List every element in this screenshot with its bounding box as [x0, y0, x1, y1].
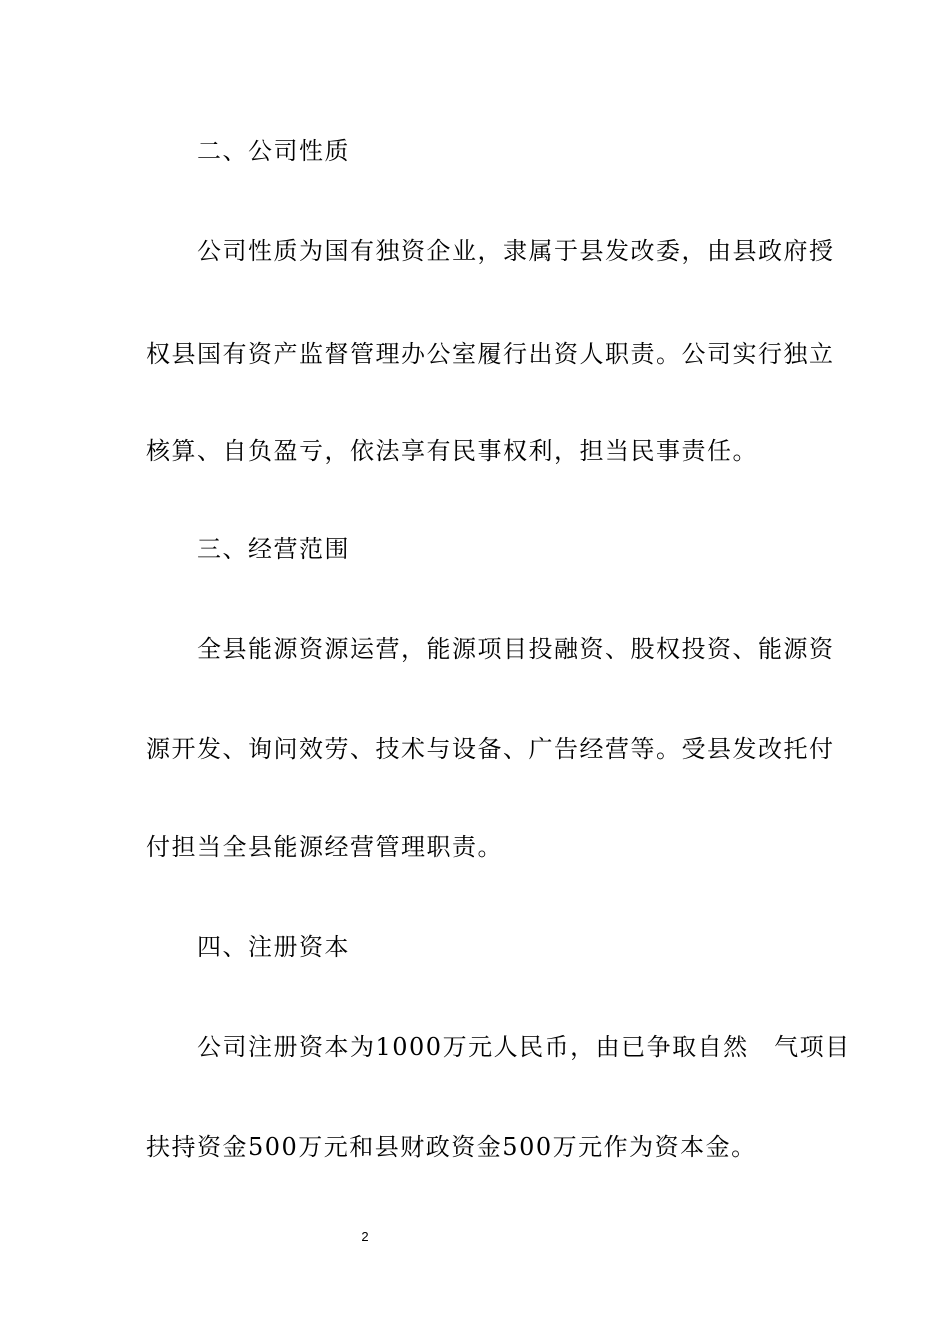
paragraph-line: 扶持资金500万元和县财政资金500万元作为资本金。 [146, 1133, 757, 1161]
page-number: 2 [361, 1229, 369, 1244]
paragraph-line: 公司性质为国有独资企业，隶属于县发改委，由县政府授 [146, 237, 835, 265]
paragraph-line: 付担当全县能源经营管理职责。 [146, 833, 503, 861]
paragraph-line: 公司注册资本为1000万元人民币，由已争取自然 气项目 [146, 1033, 851, 1061]
section-heading-registered-capital: 四、注册资本 [146, 933, 350, 961]
paragraph-line: 全县能源资源运营，能源项目投融资、股权投资、能源资 [146, 635, 835, 663]
section-heading-business-scope: 三、经营范围 [146, 535, 350, 563]
paragraph-line: 核算、自负盈亏，依法享有民事权利，担当民事责任。 [146, 437, 758, 465]
paragraph-line: 源开发、询问效劳、技术与设备、广告经营等。受县发改托付 [146, 735, 835, 763]
section-heading-company-nature: 二、公司性质 [146, 137, 350, 165]
paragraph-line: 权县国有资产监督管理办公室履行出资人职责。公司实行独立 [146, 340, 835, 368]
